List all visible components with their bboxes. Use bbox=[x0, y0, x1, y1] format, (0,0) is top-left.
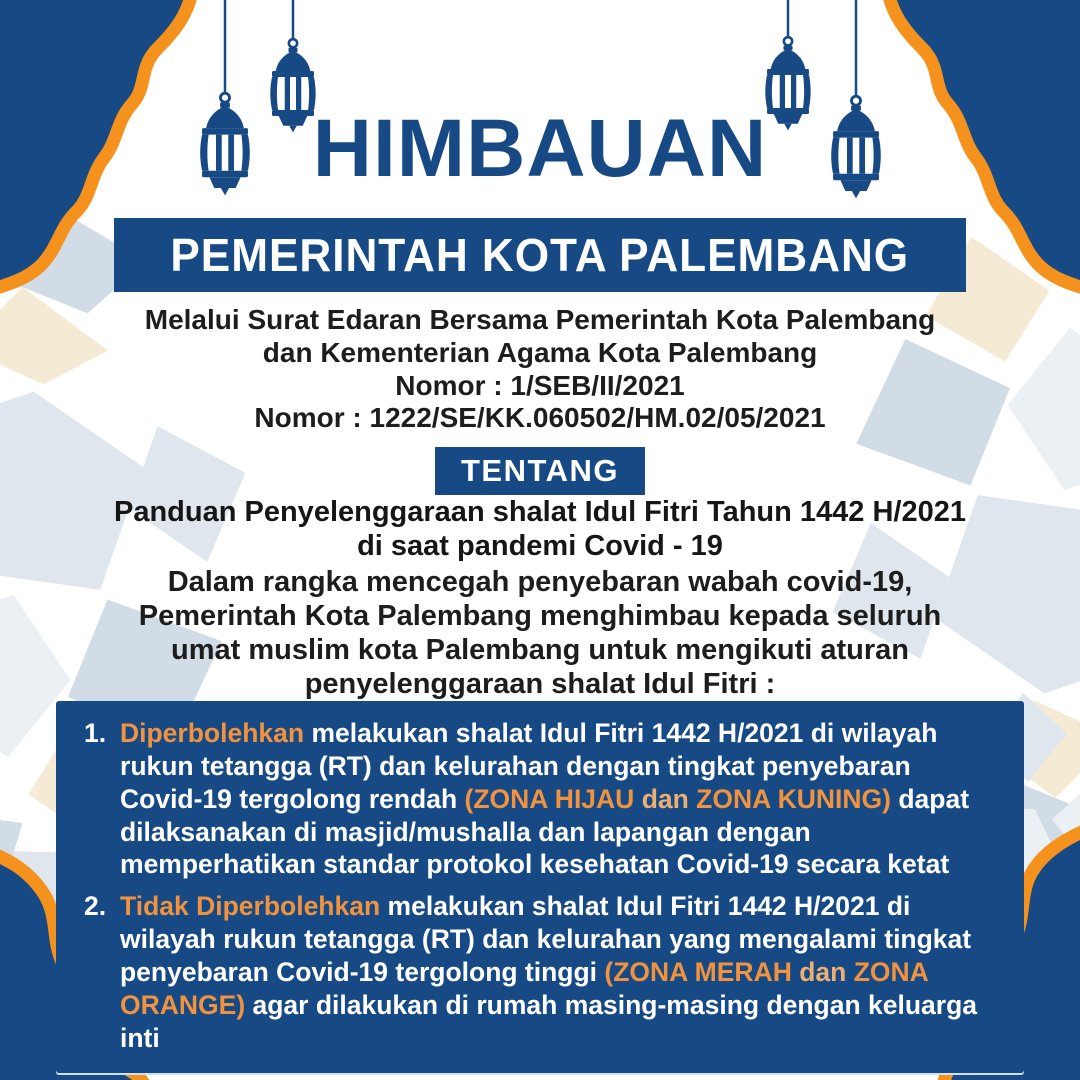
rule-item bbox=[84, 890, 998, 1054]
intro-line: dan Kementerian Agama Kota Palembang bbox=[262, 336, 818, 368]
intro-paragraph: Dalam rangka mencegah penyebaran wabah covid-19, Pemerintah Kota Palembang menghimbau kepada seluruh umat muslim kota Palembang untuk mengikuti aturan penyelenggaraan shalat Idul Fitri : bbox=[138, 566, 942, 700]
rules-box bbox=[56, 701, 1024, 1073]
rule-number: 1. bbox=[84, 718, 107, 748]
page-title: HIMBAUAN bbox=[312, 103, 768, 194]
subject-line: di saat pandemi Covid - 19 bbox=[357, 529, 723, 562]
rule-text: Diperbolehkan melakukan shalat Idul Fitri 1442 H/2021 di wilayah rukun tetangga (RT) dan kelurahan dengan tingkat penyebaran Covid-19 tergolong rendah (ZONA HIJAU dan ZONA KUNING) dapat dilaksanakan di masjid/mushalla dan lapangan dengan memperhatikan standar protokol kesehatan Covid-19 secara ketat bbox=[120, 718, 970, 880]
subject-line: Panduan Penyelenggaraan shalat Idul Fitri Tahun 1442 H/2021 bbox=[113, 496, 966, 528]
rule-item bbox=[84, 717, 998, 881]
intro-block bbox=[0, 304, 1080, 435]
rule-text: Tidak Diperbolehkan melakukan shalat Idul Fitri 1442 H/2021 di wilayah rukun tetangga (RT) dan kelurahan yang mengalami tingkat penyebaran Covid-19 tergolong tinggi (ZONA MERAH dan ZONA ORANGE) agar dilakukan di rumah masing-masing dengan keluarga inti bbox=[120, 891, 978, 1053]
banner-label: PEMERINTAH KOTA PALEMBANG bbox=[170, 229, 910, 281]
rule-number: 2. bbox=[84, 891, 107, 922]
nomor-line: Nomor : 1/SEB/II/2021 bbox=[395, 369, 685, 401]
tentang-badge: TENTANG bbox=[435, 447, 645, 495]
banner bbox=[114, 218, 966, 292]
intro-line: Melalui Surat Edaran Bersama Pemerintah Kota Palembang bbox=[144, 304, 936, 335]
subject-block bbox=[0, 496, 1080, 563]
nomor-line: Nomor : 1222/SE/KK.060502/HM.02/05/2021 bbox=[254, 402, 826, 434]
